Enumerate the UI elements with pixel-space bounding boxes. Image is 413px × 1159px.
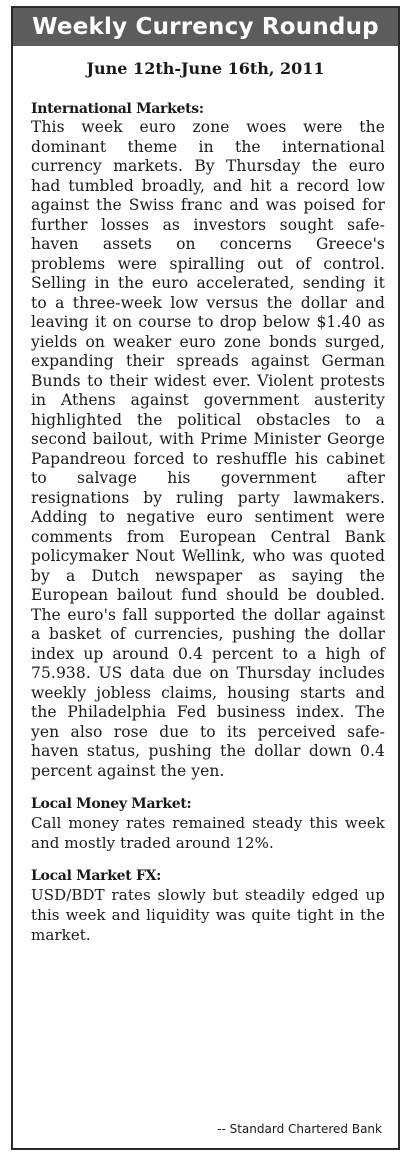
- article-title: Weekly Currency Roundup: [13, 8, 398, 46]
- date-range: June 12th-June 16th, 2011: [86, 59, 325, 78]
- section-heading: Local Market FX:: [31, 868, 162, 884]
- section-body: USD/BDT rates slowly but steadily edged up this week and liquidity was quite tight in the market.: [31, 886, 385, 944]
- section-body: Call money rates remained steady this week and mostly traded around 12%.: [31, 814, 385, 852]
- section-local-money-market: [31, 795, 385, 853]
- section-body: This week euro zone woes were the dominant theme in the international currency markets. By Thursday the euro had tumbled broadly, and hit a record low against the Swiss franc and was poised for further losses as investors sought safe-haven assets on concerns Greece's problems were spiralling out of control. Selling in the euro accelerated, sending it to a three-week low versus the dollar and leaving it on course to drop below $1.40 as yields on weaker euro zone bonds surged, expanding their spreads against German Bunds to their widest ever. Violent protests in Athens against government austerity highlighted the political obstacles to a second bailout, with Prime Minister George Papandreou forced to reshuffle his cabinet to salvage his government after resignations by ruling party lawmakers. Adding to negative euro sentiment were comments from European Central Bank policymaker Nout Wellink, who was quoted by a Dutch newspaper as saying the European bailout fund should be doubled. The euro's fall supported the dollar against a basket of currencies, pushing the dollar index up around 0.4 percent to a high of 75.938. US data due on Thursday includes weekly jobless claims, housing starts and the Philadelphia Fed business index. The yen also rose due to its perceived safe-haven status, pushing the dollar down 0.4 percent against the yen.: [31, 118, 385, 780]
- section-international-markets: [31, 100, 385, 781]
- article-content: [31, 100, 385, 959]
- section-heading: International Markets:: [31, 101, 204, 117]
- section-local-market-fx: [31, 867, 385, 945]
- section-heading: Local Money Market:: [31, 796, 192, 812]
- source-credit: -- Standard Chartered Bank: [217, 1122, 382, 1136]
- article-box: [11, 6, 400, 1150]
